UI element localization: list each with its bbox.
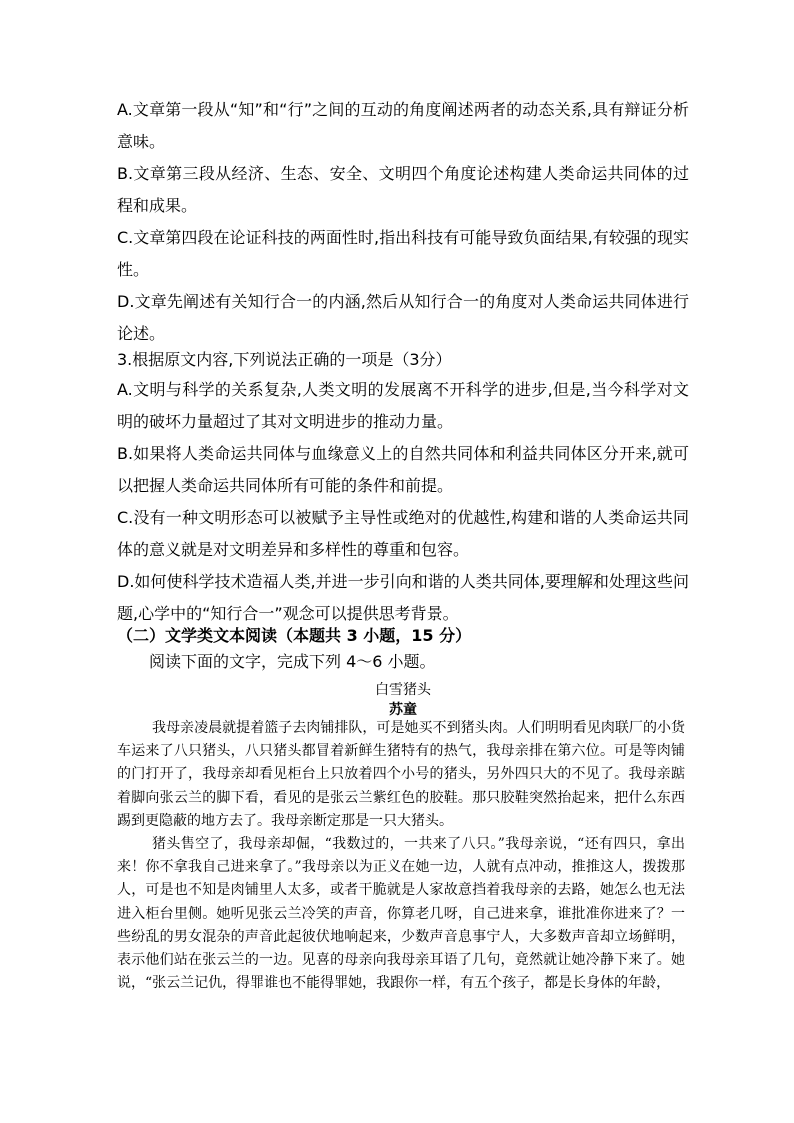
story-body bbox=[117, 717, 685, 995]
section-heading: （二）文学类文本阅读（本题共 3 小题，15 分） bbox=[117, 626, 472, 645]
story-title: 白雪猪头 bbox=[375, 682, 431, 698]
q2-option-a: A.文章第一段从“知”和“行”之间的互动的角度阐述两者的动态关系,具有辩证分析意味。 bbox=[117, 100, 689, 151]
q3-option-a: A.文明与科学的关系复杂,人类文明的发展离不开科学的进步,但是,当今科学对文明的破坏力量超过了其对文明进步的推动力量。 bbox=[117, 380, 689, 431]
q2-option-b: B.文章第三段从经济、生态、安全、文明四个角度论述构建人类命运共同体的过程和成果。 bbox=[117, 164, 689, 215]
section-instruction: 阅读下面的文字，完成下列 4～6 小题。 bbox=[149, 652, 436, 671]
q3-stem: 3.根据原文内容,下列说法正确的一项是（3分） bbox=[117, 350, 452, 369]
q3-option-b: B.如果将人类命运共同体与血缘意义上的自然共同体和利益共同体区分开来,就可以把握人类命运共同体所有可能的条件和前提。 bbox=[117, 444, 689, 495]
q2-option-c: C.文章第四段在论证科技的两面性时,指出科技有可能导致负面结果,有较强的现实性。 bbox=[117, 228, 689, 279]
q3-option-c: C.没有一种文明形态可以被赋予主导性或绝对的优越性,构建和谐的人类命运共同体的意义就是对文明差异和多样性的尊重和包容。 bbox=[117, 508, 689, 559]
q3-option-d: D.如何使科学技术造福人类,并进一步引向和谐的人类共同体,要理解和处理这些问题,心学中的“知行合一”观念可以提供思考背景。 bbox=[117, 572, 689, 623]
q2-option-d: D.文章先阐述有关知行合一的内涵,然后从知行合一的角度对人类命运共同体进行论述。 bbox=[117, 292, 689, 343]
story-paragraph: 猪头售空了，我母亲却倔，“我数过的，一共来了八只。”我母亲说，“还有四只，拿出来！你不拿我自己进来拿了。”我母亲以为正义在她一边，人就有点冲动，推推这人，拨拨那人，可是也不知是肉铺里人太多，或者干脆就是人家故意挡着我母亲的去路，她怎么也无法进入柜台里侧。她听见张云兰冷笑的声音，你算老几呀，自己进来拿，谁批准你进来了？一些纷乱的男女混杂的声音此起彼伏地响起来，少数声音息事宁人，大多数声音却立场鲜明，表示他们站在张云兰的一边。见喜的母亲向我母亲耳语了几句，竟然就让她冷静下来了。她说，“张云兰记仇，得罪谁也不能得罪她，我跟你一样，有五个孩子，都是长身体的年龄， bbox=[117, 836, 685, 992]
story-author: 苏童 bbox=[389, 702, 417, 718]
story-paragraph: 我母亲凌晨就提着篮子去肉铺排队，可是她买不到猪头肉。人们明明看见肉联厂的小货车运来了八只猪头，八只猪头都冒着新鲜生猪特有的热气，我母亲排在第六位。可是等肉铺的门打开了，我母亲却看见柜台上只放着四个小号的猪头，另外四只大的不见了。我母亲踮着脚向张云兰的脚下看，看见的是张云兰紫红色的胶鞋。那只胶鞋突然抬起来，把什么东西踢到更隐蔽的地方去了。我母亲断定那是一只大猪头。 bbox=[117, 720, 685, 829]
